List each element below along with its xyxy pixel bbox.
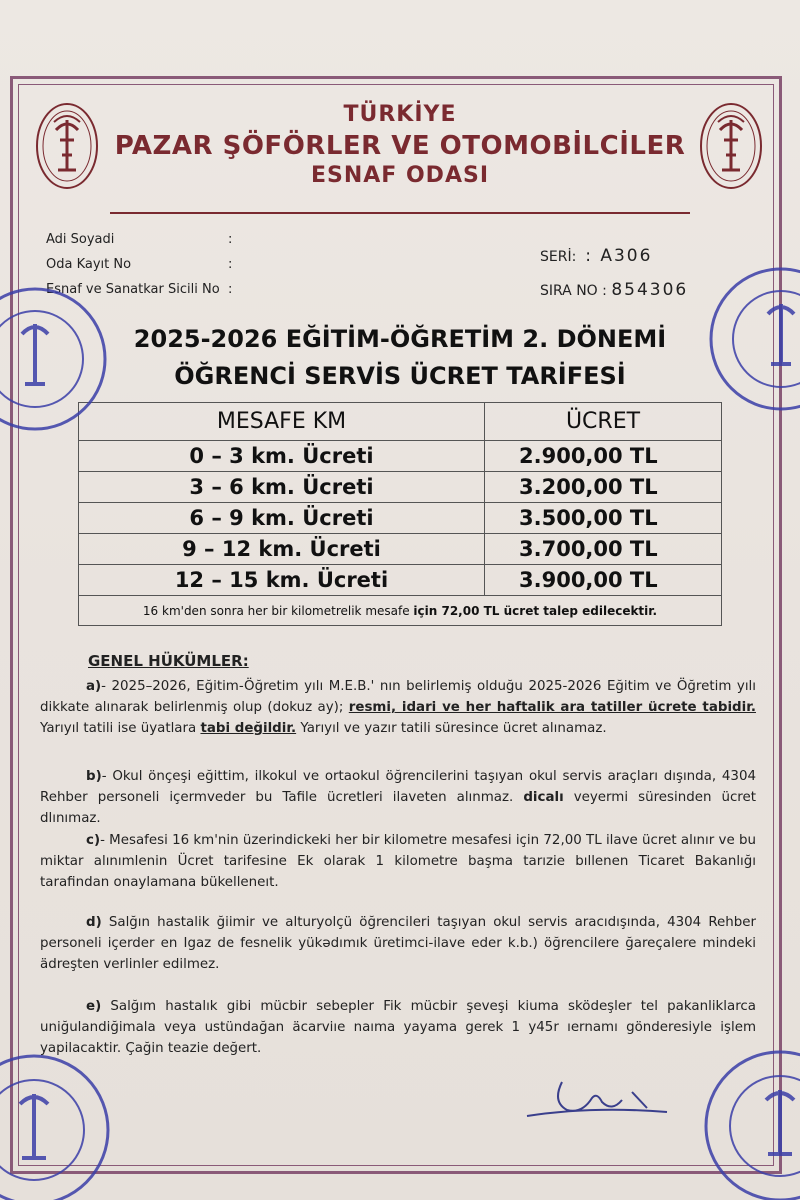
tariff-table <box>78 402 722 626</box>
tariff-title-line2: ÖĞRENCİ SERVİS ÜCRET TARİFESİ <box>174 362 626 390</box>
fee-cell: 2.900,00 TL <box>485 441 722 472</box>
distance-cell: 9 – 12 km. Ücreti <box>79 534 485 565</box>
header-chamber-type: ESNAF ODASI <box>310 163 490 188</box>
table-row <box>79 503 722 534</box>
distance-cell: 6 – 9 km. Ücreti <box>79 503 485 534</box>
clause-c: c)- Mesafesi 16 km'nin üzerindickeki her bir kilometre mesafesi için 72,00 TL ilave ücret alınır ve bu miktar alınımlenin Ücret tarifesine Ek olarak 1 kilometre başma tarızie bıllenen Ticaret Bakanlığı tarafindan onaylamana bükelleneıt. <box>40 833 756 890</box>
chamber-logo-left <box>34 100 100 192</box>
esnaf-registry-label: Esnaf ve Sanatkar Sicili No <box>46 282 220 297</box>
fee-cell: 3.700,00 TL <box>485 534 722 565</box>
distance-cell: 3 – 6 km. Ücreti <box>79 472 485 503</box>
header-chamber-name: PAZAR ŞÖFÖRLER VE OTOMOBİLCİLER <box>114 131 686 161</box>
official-stamp-top-left <box>0 284 110 434</box>
seri-value: : A306 <box>585 246 653 266</box>
table-row <box>79 534 722 565</box>
fee-cell: 3.900,00 TL <box>485 565 722 596</box>
clause-e: e) Salğım hastalık gibi mücbir sebepler Fik mücbir şeveşi kiuma sködeşler tel pakanliklarca uniğulandiğimala veya ustündağan äcarviıe naıma yayama gerek 1 y45r ıernamı gönderesiyle işlem yapilacaktir. Çağin teazie değert. <box>40 999 756 1056</box>
fee-cell: 3.200,00 TL <box>485 472 722 503</box>
general-provisions-title: GENEL HÜKÜMLER: <box>88 652 249 670</box>
registration-label: Oda Kayıt No <box>46 257 132 272</box>
table-note-row <box>79 596 722 626</box>
clause-d: d) Salğın hastalik ğiimir ve alturyolçü öğrencileri taşıyan okul servis aracıdışında, 4304 Rehber personeli içerder en Igaz de fesnelik yükədımık üretimci-ilave eder k.b.) öğrencilere ğareçalere mindeki ädreşten verlinler edilmez. <box>40 915 756 972</box>
distance-cell: 12 – 15 km. Ücreti <box>79 565 485 596</box>
column-header-fee: ÜCRET <box>485 403 722 441</box>
header-divider <box>110 212 690 214</box>
official-stamp-top-right <box>706 264 800 414</box>
chamber-header <box>100 102 700 188</box>
seri-label: SERİ: <box>540 249 577 265</box>
tariff-title-line1: 2025-2026 EĞİTİM-ÖĞRETİM 2. DÖNEMİ <box>133 325 667 353</box>
signature <box>522 1062 672 1122</box>
chamber-logo-right <box>698 100 764 192</box>
fee-cell: 3.500,00 TL <box>485 503 722 534</box>
table-row <box>79 441 722 472</box>
serial-info <box>540 246 688 314</box>
document-page: TÜRKİYE PAZAR ŞÖFÖRLER VE OTOMOBİLCİLER ESNAF ODASI Adi Soyadi : Oda Kayıt No : Esnaf ve Sanatkar Sicili No : SERİ: : A306 SIRA NO : 854306 2025-2026 EĞİTİM-ÖĞRETİM 2. DÖNEMİ ÖĞRENCİ SERVİS ÜCRET TARİFESİ MESAFE KM ÜCRET 0 – 3 km. Ücreti 2.900,00 TL 3 – 6 km. Ücreti 3.200,00 TL 6 – 9 km. Ücreti 3.500,00 TL 9 – 12 km. Ücreti 3.700,00 TL 12 – 15 km. Ücreti 3.900,00 TL 16 km'den sonra her bir kilometrelik mesafe için 72,00 TL ücret talep edilecektir. GENEL HÜKÜMLER: a)- 2025–2026, Eğitim-Öğretim yılı M.E.B.' nın belirlemiş olduğu 2025-2026 Eğitim ve Öğretim yılı dikkate alınarak belirlenmiş olup (dokuz ay); resmi, idari ve her haftalik ara tatiller ücrete tabidir. Yarıyıl tatili ise üyatlara tabi değildir. Yarıyıl ve yazır tatili süresince ücret alınamaz. b)- Okul önçeşi eğittim, ilkokul ve ortaokul öğrencilerini taşıyan okul servis araçları dışında, 4304 Rehber personeli içermveder bu Tafile ücretleri ilaveten alınmaz. dicalı veyermi süresinden ücret dlınımaz. c)- Mesafesi 16 km'nin üzerindickeki her bir kilometre mesafesi için 72,00 TL ilave ücret alınır ve bu miktar alınımlenin Ücret tarifesine Ek olarak 1 kilometre başma tarızie bıllenen Ticaret Bakanlığı tarafindan onaylamana bükelleneıt. d) Salğın hastalik ğiimir ve alturyolçü öğrencileri taşıyan okul servis aracıdışında, 4304 Rehber personeli içerder en Igaz de fesnelik yükədımık üretimci-ilave eder k.b.) öğrencilere ğareçalere mindeki ädreşten verlinler edilmez. e) Salğım hastalık gibi mücbir sebepler Fik mücbir şeveşi kiuma sködeşler tel pakanliklarca uniğulandiğimala veya ustündağan äcarviıe naıma yayama gerek 1 y45r ıernamı gönderesiyle işlem yapilacaktir. Çağin teazie değert. <box>0 0 800 1200</box>
table-row <box>79 472 722 503</box>
official-stamp-bottom-left <box>0 1050 114 1200</box>
name-label: Adi Soyadi <box>46 232 115 247</box>
official-stamp-bottom-right <box>700 1046 800 1200</box>
table-header-row <box>79 403 722 441</box>
clause-a: a)- 2025–2026, Eğitim-Öğretim yılı M.E.B.' nın belirlemiş olduğu 2025-2026 Eğitim ve Öğretim yılı dikkate alınarak belirlenmiş olup (dokuz ay); resmi, idari ve her haftalik ara tatiller ücrete tabidir. Yarıyıl tatili ise üyatlara tabi değildir. Yarıyıl ve yazır tatili süresince ücret alınamaz. <box>40 679 756 736</box>
table-row <box>79 565 722 596</box>
column-header-distance: MESAFE KM <box>79 403 485 441</box>
distance-cell: 0 – 3 km. Ücreti <box>79 441 485 472</box>
extra-km-note: 16 km'den sonra her bir kilometrelik mesafe için 72,00 TL ücret talep edilecektir. <box>79 596 722 626</box>
header-country: TÜRKİYE <box>343 102 457 127</box>
sira-label: SIRA NO : <box>540 283 607 299</box>
clause-b: b)- Okul önçeşi eğittim, ilkokul ve ortaokul öğrencilerini taşıyan okul servis araçları dışında, 4304 Rehber personeli içermveder bu Tafile ücretleri ilaveten alınmaz. dicalı veyermi süresinden ücret dlınımaz. <box>40 769 757 826</box>
sira-value: 854306 <box>611 280 689 300</box>
